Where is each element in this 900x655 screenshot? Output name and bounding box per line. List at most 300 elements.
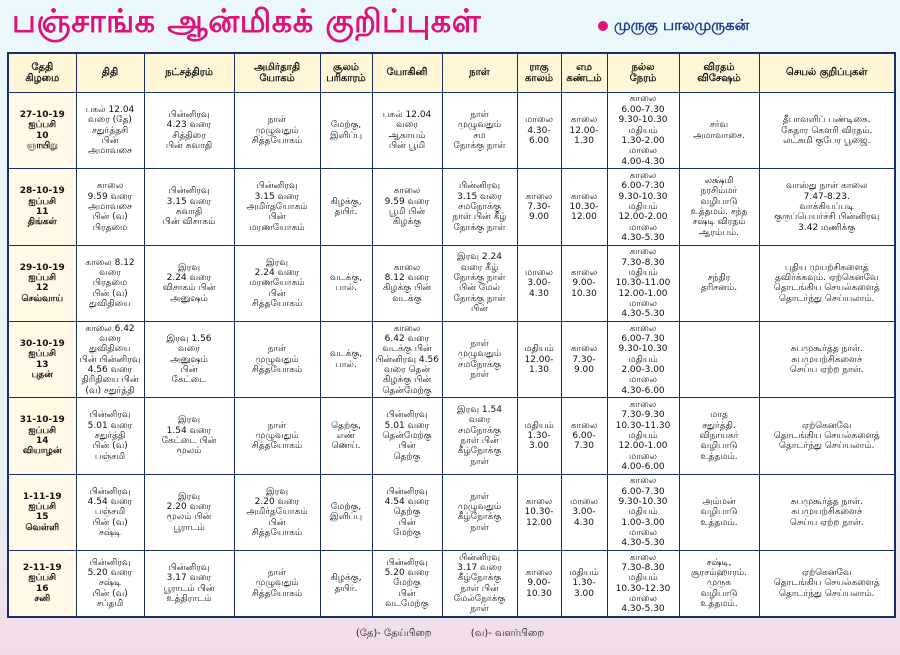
col-yogini <box>372 474 442 550</box>
header-text: நேரம் <box>629 73 657 84</box>
header-text: விசேஷம் <box>697 73 741 84</box>
cell-line: பகல் 12.04 <box>85 104 135 115</box>
col-naal <box>442 93 517 169</box>
cell-line: இரவு 2.24 <box>457 252 502 263</box>
cell-line: ஐப்பசி <box>28 425 57 436</box>
cell-line: மரணயோகம் <box>249 278 305 289</box>
cell-line: 29-10-19 <box>19 262 65 273</box>
col-rahu-header <box>517 53 561 93</box>
cell-line: நாள் <box>470 604 489 615</box>
header-text: ராகு <box>529 61 549 73</box>
cell-line: இளிப்பு <box>329 130 363 141</box>
cell-line: சுபமுகூர்த்த நாள். <box>790 344 863 355</box>
cell-line: 4.30 <box>573 517 595 528</box>
cell-line: மரணயோகம் <box>249 222 305 233</box>
cell-line: 1.30-2.00 <box>621 135 665 146</box>
col-date <box>8 474 76 550</box>
cell-line: காலை <box>393 186 421 197</box>
cell-line: காலை <box>629 399 657 410</box>
col-nakshatra <box>144 474 234 550</box>
col-naal <box>442 322 517 398</box>
col-yogam <box>234 93 320 169</box>
cell-line: நாள் <box>470 370 489 381</box>
col-ema <box>561 245 607 321</box>
cell-line: 4.30-5.30 <box>621 604 665 615</box>
cell-line: சமநோக்கு <box>458 201 501 212</box>
col-ema <box>561 93 607 169</box>
cell-line: தெற்கு <box>393 451 421 462</box>
col-nalla-neram <box>607 169 679 245</box>
col-soolam <box>320 398 372 474</box>
col-yogini <box>372 245 442 321</box>
cell-line: இளிப்பு <box>329 512 363 523</box>
cell-line: முழுவதும் <box>457 349 502 360</box>
header-text: நாள் <box>469 67 490 79</box>
cell-line: மேற்கு, <box>330 120 362 131</box>
cell-line: ஆகாயம் <box>388 130 426 141</box>
col-nalla-neram-header <box>607 53 679 93</box>
cell-line: பால். <box>335 359 357 370</box>
col-thithi <box>76 93 144 169</box>
cell-line: 1.30 <box>573 135 595 146</box>
cell-line: தெற்கு <box>393 507 421 518</box>
col-yogini <box>372 398 442 474</box>
col-nalla-neram <box>607 551 679 617</box>
cell-line: காலை <box>570 191 598 202</box>
cell-line: மதியம் <box>628 125 658 136</box>
cell-line: வடக்கு, <box>329 349 363 360</box>
cell-line: கிழக்கு, <box>330 573 362 584</box>
cell-line: மதியம் <box>628 507 658 518</box>
cell-line: சதுர்த்தி. <box>702 420 736 431</box>
cell-line: காலை <box>525 496 553 507</box>
cell-line: அமிர்தயோகம் <box>246 201 308 212</box>
cell-line: 4.00-4.30 <box>621 156 665 167</box>
cell-line: ஏற்கெனவே <box>801 568 852 579</box>
cell-line: 9.59 வரை <box>87 191 133 202</box>
cell-line: 7.30-8.30 <box>621 257 665 268</box>
col-soolam-header <box>320 53 372 93</box>
cell-line: 28-10-19 <box>19 186 65 197</box>
cell-line: 3.15 வரை <box>457 191 502 202</box>
cell-line: இரவு 1.56 <box>166 333 212 344</box>
col-naal-header <box>442 53 517 93</box>
cell-line: நாள் பின் <box>460 436 499 447</box>
cell-line: ஐப்பசி <box>28 273 57 284</box>
col-ema <box>561 474 607 550</box>
cell-line: 4.30-6.00 <box>621 385 665 396</box>
col-thithi-header <box>76 53 144 93</box>
cell-line: மாத <box>710 410 728 421</box>
cell-line: பின்னிரவு <box>168 562 210 573</box>
cell-line: வரை <box>99 333 121 344</box>
col-seyal <box>759 169 895 245</box>
cell-line: பின்னிரவு <box>386 410 428 421</box>
cell-line: நோக்கு நாள் <box>453 293 506 304</box>
cell-line: தொடர்ந்து செய்யலாம். <box>778 588 875 599</box>
cell-line: பஞ்சமி <box>94 451 126 462</box>
cell-line: காலை <box>525 568 553 579</box>
cell-line: மதியம் <box>628 267 658 278</box>
cell-line: அனுஷம் <box>170 354 208 365</box>
cell-line: 8.12 வரை <box>384 273 430 284</box>
cell-line: மாலை <box>629 146 657 157</box>
cell-line: சுபமுகூர்த்த நாள். <box>790 496 863 507</box>
col-nakshatra <box>144 93 234 169</box>
cell-line: விசாகம் பின் <box>162 283 216 294</box>
cell-line: காலை 8.12 <box>85 257 135 268</box>
cell-line: பின் சுவாதி <box>165 141 213 152</box>
cell-line: பிரதமை <box>92 222 128 233</box>
cell-line: செய்ய ஏற்ற நாள். <box>789 364 864 375</box>
header-text: செயல் குறிப்புகள் <box>786 67 868 79</box>
cell-line: 9.00 <box>573 364 595 375</box>
cell-line: சித்தயோகம் <box>251 298 303 309</box>
cell-line: பின் <box>268 288 286 299</box>
cell-line: ஞாயிறு <box>26 141 58 152</box>
cell-line: அமாவசை <box>87 201 133 212</box>
col-date <box>8 551 76 617</box>
col-thithi <box>76 474 144 550</box>
legend <box>0 628 900 650</box>
col-yogam <box>234 551 320 617</box>
cell-line: பின் <box>398 517 416 528</box>
cell-line: காலை <box>570 267 598 278</box>
cell-line: வாஸ்து நாள் காலை <box>785 181 868 192</box>
cell-line: 11 <box>35 207 49 218</box>
cell-line: முழுவதும் <box>255 578 299 589</box>
cell-line: 4.30-5.30 <box>621 309 665 320</box>
cell-line: 9.59 வரை <box>384 196 430 207</box>
cell-line: பின்னிரவு <box>459 552 500 563</box>
cell-line: வடக்கு, <box>329 273 363 284</box>
cell-line: மாலை <box>525 115 553 126</box>
col-naal <box>442 169 517 245</box>
cell-line: பின்னிரவு <box>459 181 500 192</box>
cell-line: லட்சுமி குபேர பூஜை. <box>783 135 871 146</box>
cell-line: 4.30- <box>527 125 551 136</box>
cell-line: மேற்கு, <box>330 502 362 513</box>
col-date-header <box>8 53 76 93</box>
table-row <box>8 169 895 245</box>
col-nalla-neram <box>607 93 679 169</box>
cell-line: சித்தயோகம் <box>251 135 303 146</box>
col-yogam-header <box>234 53 320 93</box>
cell-line: காலை <box>393 323 421 334</box>
cell-line: மதியம் <box>569 568 599 579</box>
cell-line: 6.00- <box>572 430 596 441</box>
col-thithi <box>76 245 144 321</box>
cell-line: வரை <box>178 344 200 355</box>
cell-line: வழிபாடு <box>700 196 738 207</box>
cell-line: பிரதமை <box>92 278 128 289</box>
cell-line: வாக்கியப்படி <box>799 201 855 212</box>
cell-line: 5.20 வரை <box>384 568 430 579</box>
cell-line: 12.00 <box>571 212 597 223</box>
cell-line: காலை <box>629 552 657 563</box>
cell-line: நாள் <box>267 344 287 355</box>
cell-line: காலை <box>393 262 421 273</box>
cell-line: 9.00- <box>527 578 551 589</box>
cell-line: பின் <box>268 212 286 223</box>
cell-line: தயிர். <box>334 207 358 218</box>
cell-line: 12.00 <box>526 517 552 528</box>
cell-line: 12.00-1.00 <box>618 288 668 299</box>
cell-line: கிழக்கு பின் <box>382 375 432 386</box>
col-date <box>8 322 76 398</box>
cell-line: வடமேற்கு <box>385 599 429 610</box>
col-rahu <box>517 322 561 398</box>
cell-line: தொடர்ந்து செய்யலாம். <box>778 293 875 304</box>
cell-line: லக்ஷ்மி <box>704 175 734 186</box>
cell-line: 7.30- <box>572 354 596 365</box>
cell-line: 4.30-5.30 <box>621 232 665 243</box>
cell-line: 14 <box>35 436 49 447</box>
cell-line: 3.00- <box>527 278 551 289</box>
cell-line: நோக்கு நாள் <box>453 222 506 233</box>
col-viratham <box>679 551 759 617</box>
cell-line: காலை <box>525 191 553 202</box>
col-viratham <box>679 398 759 474</box>
col-soolam <box>320 322 372 398</box>
cell-line: மேற்கு <box>393 527 421 538</box>
cell-line: பூராடம் பின் <box>163 583 215 594</box>
cell-line: 2.24 வரை <box>254 267 300 278</box>
cell-line: பஞ்சமி <box>94 507 126 518</box>
table-body <box>8 93 895 618</box>
cell-line: பின் <box>180 364 198 375</box>
cell-line: சித்தயோகம் <box>251 527 303 538</box>
cell-line: 4.54 வரை <box>384 496 430 507</box>
cell-line: கிழக்கு <box>392 217 422 228</box>
cell-line: கீழ்நோக்கு <box>457 446 502 457</box>
cell-line: சஷ்டி விரதம் <box>692 217 746 228</box>
col-ema <box>561 398 607 474</box>
col-ema <box>561 551 607 617</box>
cell-line: 2.24 வரை <box>166 273 212 284</box>
cell-line: பின்னிரவு <box>89 486 131 497</box>
cell-line: 7.47-8.23. <box>803 191 850 202</box>
cell-line: பின் <box>398 441 416 452</box>
col-viratham-header <box>679 53 759 93</box>
cell-line: 6.42 வரை <box>384 333 430 344</box>
cell-line: கீழ்நோக்கு <box>457 573 502 584</box>
cell-line: மதியம் <box>628 573 658 584</box>
col-rahu <box>517 169 561 245</box>
col-nakshatra <box>144 322 234 398</box>
col-soolam <box>320 474 372 550</box>
cell-line: நாள் <box>470 491 489 502</box>
cell-line: மாலை <box>629 451 657 462</box>
col-soolam <box>320 245 372 321</box>
col-nakshatra <box>144 398 234 474</box>
cell-line: 9.30-10.30 <box>618 496 668 507</box>
cell-line: பின் <box>398 588 416 599</box>
table-row <box>8 551 895 617</box>
col-nakshatra <box>144 169 234 245</box>
cell-line: மதியம் <box>628 201 658 212</box>
cell-line: தரிசனம். <box>700 283 738 294</box>
header-text: பரிகாரம் <box>326 73 366 84</box>
cell-line: தொடங்கிய செயல்களைத் <box>773 578 880 589</box>
cell-line: பின் <box>471 304 488 315</box>
col-viratham <box>679 245 759 321</box>
table-row <box>8 245 895 321</box>
cell-line: மாலை <box>629 222 657 233</box>
legend-va: (வ)- வளர்பிறை <box>470 628 545 639</box>
col-naal <box>442 551 517 617</box>
cell-line: பூராடம் <box>173 522 205 533</box>
cell-line: 3.00 <box>573 588 595 599</box>
col-date <box>8 398 76 474</box>
cell-line: மூலம் பின் <box>166 512 212 523</box>
cell-line: 3.00- <box>572 507 596 518</box>
cell-line: மாலை <box>629 593 657 604</box>
cell-line: மாலை <box>525 267 553 278</box>
cell-line: பின்னிரவு <box>168 109 210 120</box>
cell-line: தென்மேற்கு <box>382 430 432 441</box>
cell-line: 4.30-5.30 <box>621 538 665 549</box>
cell-line: பின் பூமி <box>388 141 426 152</box>
cell-line: புதிய முயற்சிகளைத் <box>784 262 869 273</box>
cell-line: காலை 6.42 <box>85 323 135 334</box>
col-nalla-neram <box>607 322 679 398</box>
col-thithi <box>76 322 144 398</box>
cell-line: மேற்கு <box>393 578 421 589</box>
cell-line: வியாழன் <box>22 446 62 457</box>
cell-line: உத்தமம். சந்த <box>690 207 748 218</box>
col-yogini <box>372 93 442 169</box>
cell-line: திரிதியை பின் <box>81 375 139 386</box>
col-soolam <box>320 93 372 169</box>
cell-line: 9.30-10.30 <box>618 344 668 355</box>
col-date <box>8 245 76 321</box>
legend-te: (தே)- தேய்பிறை <box>355 628 432 639</box>
col-ema <box>561 169 607 245</box>
cell-line: 30-10-19 <box>19 339 65 350</box>
header-text: அமிர்தாதி <box>253 61 301 73</box>
cell-line: பின்னிரவு <box>168 186 210 197</box>
cell-line: இரவு <box>177 491 201 502</box>
cell-line: 3.15 வரை <box>254 191 300 202</box>
header-text: காலம் <box>525 73 553 84</box>
cell-line: தயிர். <box>334 583 358 594</box>
cell-line: 1.30- <box>572 578 596 589</box>
cell-line: 12.00-1.00 <box>618 441 668 452</box>
cell-line: பின்னிரவு <box>256 181 298 192</box>
cell-line: மாலை <box>570 496 598 507</box>
cell-line: 4.23 வரை <box>166 120 212 131</box>
cell-line: 4.56 வரை <box>87 364 133 375</box>
cell-line: அமாவசை <box>87 146 133 157</box>
cell-line: 3.42 மணிக்கு <box>798 222 856 233</box>
cell-line: 27-10-19 <box>19 109 65 120</box>
cell-line: 1-11-19 <box>22 491 62 502</box>
col-viratham <box>679 169 759 245</box>
cell-line: நாள் <box>470 522 489 533</box>
cell-line: 10.30-11.30 <box>615 420 671 431</box>
header-text: கிழமை <box>25 73 60 84</box>
cell-line: 5.20 வரை <box>87 568 133 579</box>
cell-line: திங்கள் <box>27 217 57 228</box>
cell-line: உத்தமம். <box>700 517 738 528</box>
cell-line: நாள் <box>470 339 489 350</box>
cell-line: தொடர்ந்து செய்யலாம். <box>778 441 875 452</box>
cell-line: காலை <box>570 344 598 355</box>
col-viratham <box>679 322 759 398</box>
cell-line: 6.00-7.30 <box>621 104 665 115</box>
col-viratham <box>679 93 759 169</box>
cell-line: ஆரம்பம். <box>698 227 740 238</box>
cell-line: 2.00-3.00 <box>621 364 665 375</box>
cell-line: அமாவாசை. <box>693 130 745 141</box>
cell-line: 4.30 <box>528 288 550 299</box>
cell-line: முழுவதும் <box>457 502 502 513</box>
cell-line: மாலை <box>629 527 657 538</box>
cell-line: 10.30- <box>524 507 554 518</box>
cell-line: சஷ்டி <box>98 527 122 538</box>
cell-line: 12.00- <box>569 125 599 136</box>
cell-line: 10.30 <box>526 588 552 599</box>
col-rahu <box>517 551 561 617</box>
cell-line: 5.01 வரை <box>384 420 430 431</box>
cell-line: 12.00- <box>524 354 554 365</box>
cell-line: 6.00-7.30 <box>621 486 665 497</box>
cell-line: சமநோக்கு <box>458 425 501 436</box>
cell-line: மதியம் <box>524 344 554 355</box>
cell-line: சூரசம்ஹாரம். <box>691 568 747 579</box>
table-row <box>8 93 895 169</box>
col-yogam <box>234 169 320 245</box>
cell-line: வழிபாடு <box>700 507 738 518</box>
col-yogini-header <box>372 53 442 93</box>
cell-line: 1.00-3.00 <box>621 517 665 528</box>
cell-line: உத்தமம். <box>700 599 738 610</box>
cell-line: 5.01 வரை <box>87 420 133 431</box>
cell-line: புதன் <box>31 370 53 381</box>
header-text: எம <box>576 61 592 73</box>
cell-line: காலை <box>96 181 124 192</box>
cell-line: சுபமுயற்சிகளைச் <box>791 507 863 518</box>
cell-line: 4.00-6.00 <box>621 461 665 472</box>
cell-line: முருக <box>706 578 732 589</box>
col-rahu <box>517 245 561 321</box>
cell-line: பின் மேல் <box>459 283 500 294</box>
cell-line: ஐப்பசி <box>28 120 57 131</box>
col-thithi <box>76 169 144 245</box>
cell-line: கீழ்நோக்கு <box>457 512 502 523</box>
col-yogam <box>234 322 320 398</box>
cell-line: கேதார கௌரி விரதம். <box>781 125 873 136</box>
cell-line: காலை <box>629 247 657 258</box>
cell-line: நாள் <box>267 115 287 126</box>
header-text: சூலம் <box>333 61 359 73</box>
col-thithi <box>76 398 144 474</box>
cell-line: பின் பின்னிரவு <box>79 354 141 365</box>
cell-line: நோக்கு நாள் <box>453 273 506 284</box>
cell-line: பின்னிரவு <box>386 486 428 497</box>
cell-line: வழிபாடு <box>700 441 738 452</box>
cell-line: துவிதியை <box>89 344 131 355</box>
cell-line: சித்திரை <box>172 130 206 141</box>
cell-line: வெள்ளி <box>25 522 60 533</box>
cell-line: எண் <box>336 430 356 441</box>
cell-line: பின் <box>268 517 286 528</box>
col-soolam <box>320 551 372 617</box>
cell-line: பின்னிரவு <box>89 557 131 568</box>
col-seyal <box>759 245 895 321</box>
cell-line: பின்னிரவு <box>386 557 428 568</box>
